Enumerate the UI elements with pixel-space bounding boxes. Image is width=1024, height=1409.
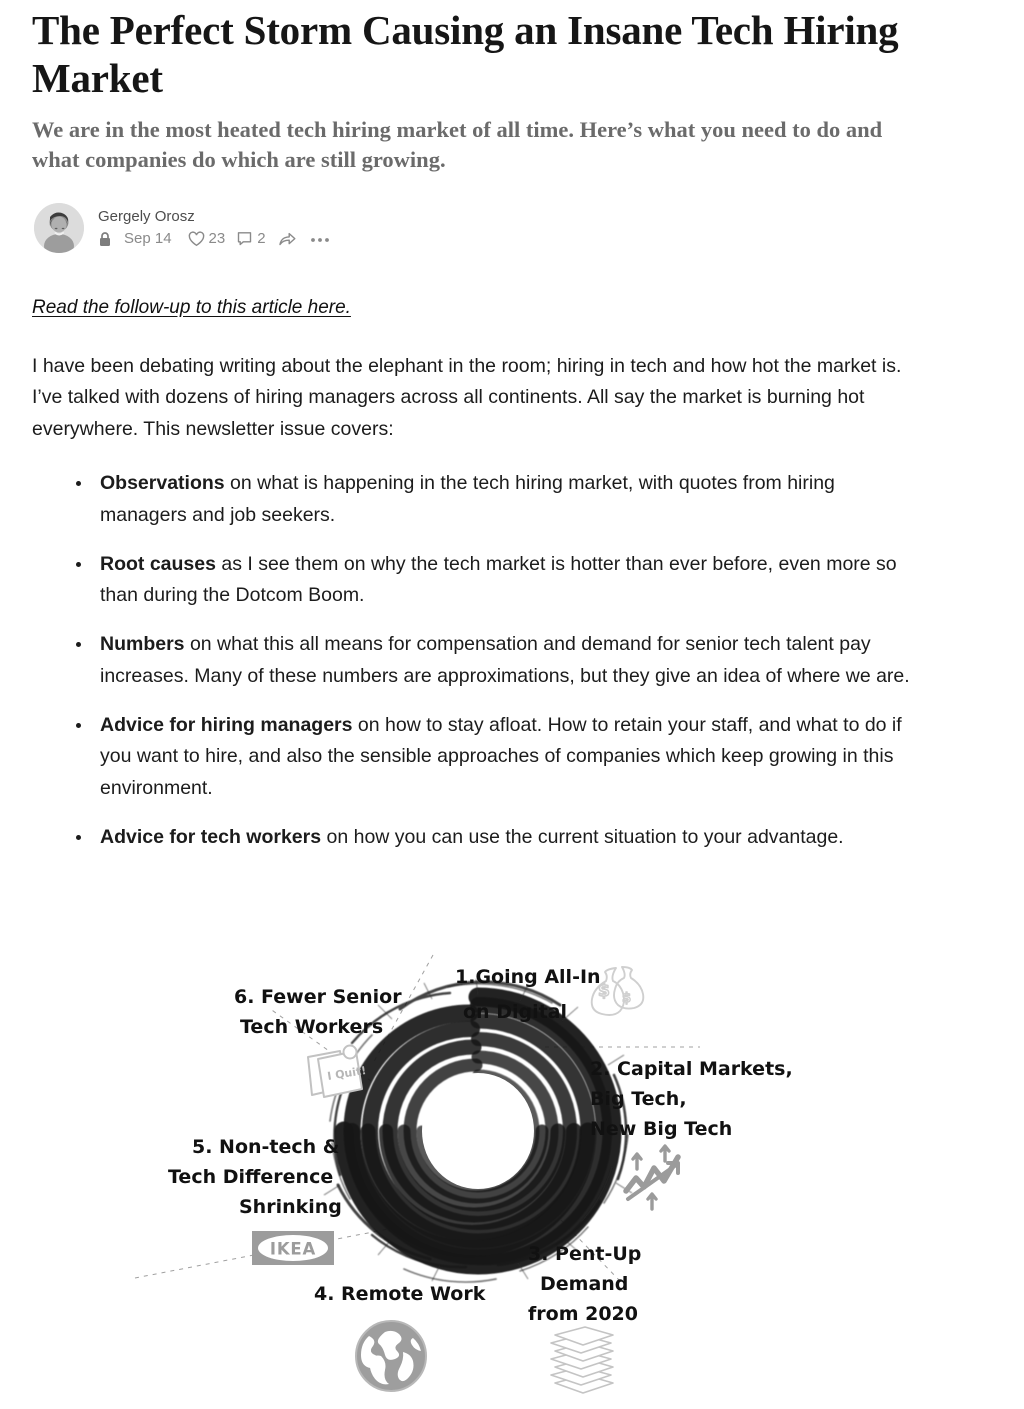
list-item — [74, 468, 924, 532]
label-3-pent-up-demand-line1: 3. Pent-Up — [528, 1243, 642, 1265]
byline — [0, 203, 1024, 253]
like-count: 23 — [208, 230, 226, 248]
share-icon — [278, 231, 297, 247]
label-2-capital-markets-line2: Big Tech, — [590, 1088, 687, 1110]
list-item-rest: on what is happening in the tech hiring market, with quotes from hiring managers and job seekers. — [100, 471, 835, 526]
list-item-rest: on how you can use the current situation to your advantage. — [321, 825, 844, 848]
list-item — [74, 710, 924, 805]
intro-paragraph: I have been debating writing about the elephant in the room; hiring in tech and how hot the market is. I’ve talked with dozens of hiring managers across all continents. All say the market is burning hot everywhere. This newsletter issue covers: — [32, 354, 902, 441]
label-1-going-all-in-line1: 1.Going All-In — [455, 966, 601, 988]
list-item — [74, 629, 924, 693]
label-5-non-tech-line3: Shrinking — [239, 1196, 342, 1218]
more-options-button[interactable] — [309, 231, 331, 247]
article-subtitle: We are in the most heated tech hiring market of all time. Here’s what you need to do and what companies do which are still growing. — [32, 116, 883, 172]
publish-date: Sep 14 — [124, 230, 172, 248]
heart-icon — [188, 231, 205, 247]
label-5-non-tech-line2: Tech Difference — [168, 1166, 334, 1188]
ellipsis-icon — [309, 231, 331, 247]
globe-icon — [356, 1321, 426, 1391]
ikea-logo-text: IKEA — [269, 1239, 317, 1259]
svg-text:$: $ — [622, 991, 632, 1006]
byline-text — [98, 208, 337, 247]
list-item-rest: on how to stay afloat. How to retain your staff, and what to do if you want to hire, and also the sensible approaches of companies which keep growing in this environment. — [100, 713, 902, 800]
perfect-storm-diagram — [0, 935, 1024, 1409]
label-3-pent-up-demand-line2: Demand — [540, 1273, 629, 1295]
coverage-list — [0, 468, 1024, 854]
page-title: The Perfect Storm Causing an Insane Tech Hiring Market — [32, 7, 899, 102]
sticky-note-i-quit-icon — [308, 1046, 367, 1098]
list-item-lead: Advice for hiring managers — [100, 713, 353, 736]
followup-link[interactable]: Read the follow-up to this article here. — [32, 296, 351, 318]
like-button[interactable] — [188, 230, 226, 247]
avatar[interactable] — [34, 203, 84, 253]
list-item-rest: as I see them on why the tech market is hotter than ever before, even more so than during the Dotcom Boom. — [100, 552, 897, 607]
list-item — [74, 549, 924, 613]
label-2-capital-markets-line1: 2. Capital Markets, — [590, 1058, 793, 1080]
label-5-non-tech-line1: 5. Non-tech & — [192, 1136, 340, 1158]
list-item-lead: Observations — [100, 471, 225, 494]
list-item-lead: Numbers — [100, 633, 185, 656]
label-4-remote-work: 4. Remote Work — [314, 1283, 486, 1305]
list-item — [74, 822, 924, 854]
label-6-fewer-senior-line1: 6. Fewer Senior — [234, 986, 402, 1008]
ikea-logo — [252, 1231, 334, 1265]
label-1-going-all-in-line2: on Digital — [463, 1001, 568, 1023]
comment-button[interactable] — [237, 230, 265, 247]
author-name[interactable]: Gergely Orosz — [98, 208, 195, 226]
lock-icon — [98, 231, 112, 247]
comment-count: 2 — [257, 230, 266, 248]
label-3-pent-up-demand-line3: from 2020 — [528, 1303, 638, 1325]
paper-stack-icon — [551, 1327, 613, 1393]
list-item-lead: Advice for tech workers — [100, 825, 322, 848]
list-item-lead: Root causes — [100, 552, 216, 575]
svg-text:$: $ — [598, 981, 610, 1001]
sticky-note-text: I Quit! — [326, 1063, 368, 1083]
article-meta-row — [98, 230, 337, 247]
label-2-capital-markets-line3: New Big Tech — [590, 1118, 733, 1140]
comment-icon — [237, 231, 253, 247]
upward-trend-chart-icon — [626, 1146, 678, 1209]
share-button[interactable] — [278, 231, 297, 247]
label-6-fewer-senior-line2: Tech Workers — [240, 1016, 384, 1038]
list-item-rest: on what this all means for compensation and demand for senior tech talent pay increases. Many of these numbers are approximations, but they give an idea of where we are. — [100, 633, 910, 687]
